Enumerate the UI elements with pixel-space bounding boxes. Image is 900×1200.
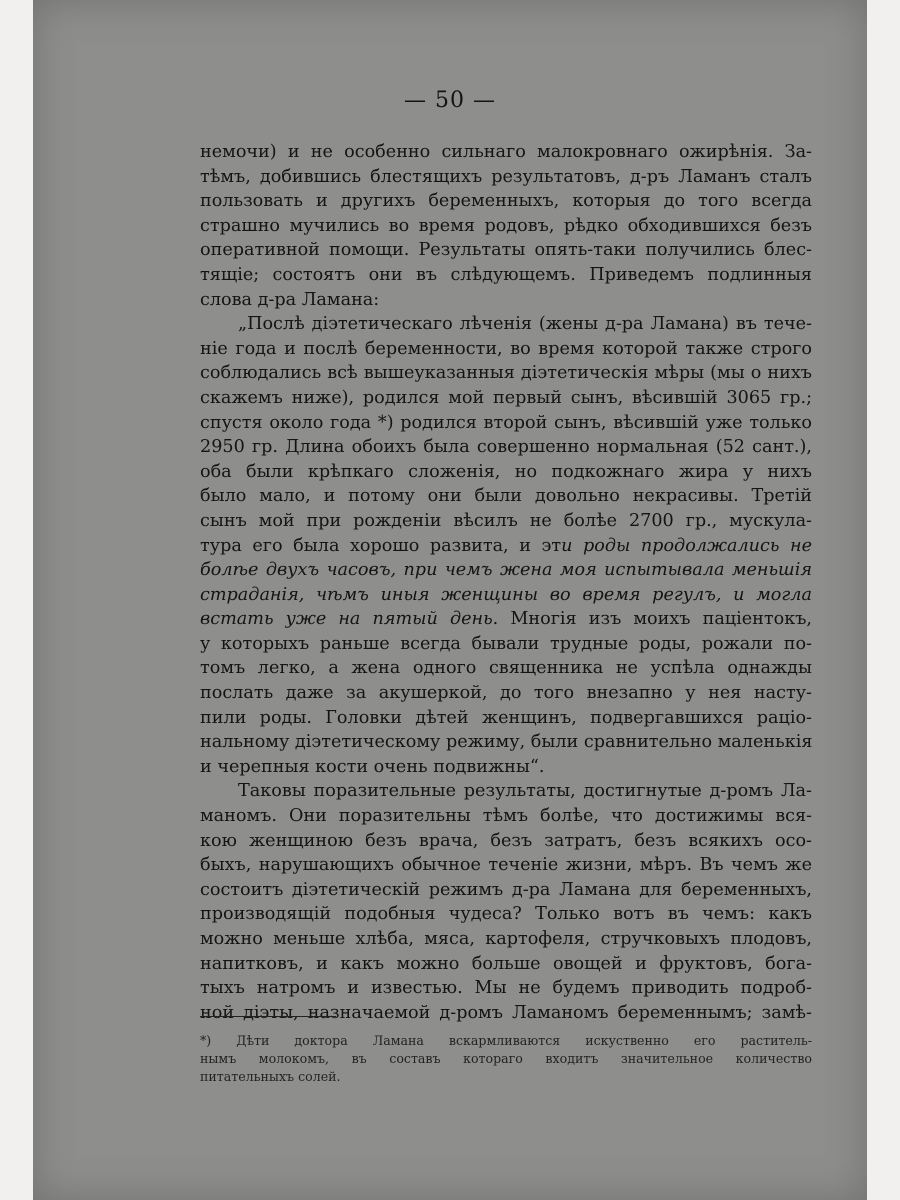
text-line: Таковы поразительные результаты, достигнутые д-ромъ Ла- — [238, 781, 812, 802]
text-line: производящій подобныя чудеса? Только вотъ въ чемъ: какъ — [200, 904, 812, 925]
text-line: и черепныя кости очень подвижны“. — [200, 756, 545, 777]
text-line: 2950 гр. Длина обоихъ была совершенно нормальная (52 сант.), — [200, 437, 812, 458]
text-line: тыхъ натромъ и известью. Мы не будемъ приводить подроб- — [200, 978, 812, 999]
text-line: оперативной помощи. Результаты опять-таки получились блес- — [200, 240, 812, 261]
text-line: встать уже на пятый день. Многія изъ моихъ паціентокъ, — [200, 609, 812, 630]
text-line: слова д-ра Ламана: — [200, 289, 380, 310]
text-line: страшно мучились во время родовъ, рѣдко обходившихся безъ — [200, 215, 812, 236]
footnote-divider — [200, 1016, 336, 1017]
text-line: сынъ мой при рожденіи вѣсилъ не болѣе 2700 гр., мускула- — [200, 510, 812, 531]
text-line: оба были крѣпкаго сложенія, но подкожнаго жира у нихъ — [200, 461, 812, 482]
text-line: напитковъ, и какъ можно больше овощей и фруктовъ, бога- — [200, 953, 812, 974]
text-line: ной діэты, назначаемой д-ромъ Ламаномъ беременнымъ; замѣ- — [200, 1002, 812, 1023]
text-line: состоитъ діэтетическій режимъ д-ра Ламана для беременныхъ, — [200, 879, 812, 900]
text-line: соблюдались всѣ вышеуказанныя діэтетическія мѣры (мы о нихъ — [200, 363, 812, 384]
text-line: нальному діэтетическому режиму, были сравнительно маленькія — [200, 732, 812, 753]
footnote-line: нымъ молокомъ, въ составъ котораго входитъ значительное количество — [200, 1051, 812, 1066]
footnote-line: *) Дѣти доктора Ламана вскармливаются искуственно его раститель- — [200, 1033, 812, 1048]
text-line: быхъ, нарушающихъ обычное теченіе жизни, мѣръ. Въ чемъ же — [200, 855, 812, 876]
text-line: болѣе двухъ часовъ, при чемъ жена моя испытывала меньшія — [200, 560, 812, 581]
text-line: „Послѣ діэтетическаго лѣченія (жены д-ра Ламана) въ тече- — [238, 314, 812, 335]
text-line: пили роды. Головки дѣтей женщинъ, подвергавшихся раціо- — [200, 707, 812, 728]
text-line: скажемъ ниже), родился мой первый сынъ, вѣсившій 3065 гр.; — [200, 387, 812, 408]
text-line: пользовать и другихъ беременныхъ, которыя до того всегда — [200, 191, 812, 212]
footnote — [200, 1032, 812, 1086]
text-line: немочи) и не особенно сильнаго малокровнаго ожирѣнія. За- — [200, 142, 812, 162]
body-text — [200, 140, 812, 1025]
italic-span: встать уже на пятый день. — [200, 609, 499, 630]
text-line: ніе года и послѣ беременности, во время которой также строго — [200, 338, 812, 359]
text-line: томъ легко, а жена одного священника не успѣла однажды — [200, 658, 812, 679]
text-line: можно меньше хлѣба, мяса, картофеля, стручковыхъ плодовъ, — [200, 929, 812, 949]
text-line: тящіе; состоятъ они въ слѣдующемъ. Приведемъ подлинныя — [200, 264, 812, 285]
text-line: страданія, чѣмъ иныя женщины во время регулъ, и могла — [200, 584, 812, 605]
text-line: кою женщиною безъ врача, безъ затратъ, безъ всякихъ осо- — [200, 830, 812, 851]
text-line: у которыхъ раньше всегда бывали трудные роды, рожали по- — [200, 633, 812, 654]
footnote-line: питательныхъ солей. — [200, 1069, 341, 1084]
text-line: было мало, и потому они были довольно некрасивы. Третій — [200, 486, 812, 507]
page-number: — 50 — — [404, 88, 496, 113]
text-line: маномъ. Они поразительны тѣмъ болѣе, что достижимы вся- — [200, 806, 812, 827]
text-line: спустя около года *) родился второй сынъ, вѣсившій уже только — [200, 412, 812, 433]
italic-span: и роды продолжались не — [561, 535, 812, 556]
text-line: тѣмъ, добившись блестящихъ результатовъ, д-ръ Ламанъ сталъ — [200, 166, 812, 187]
text-line: тура его была хорошо развита, и эти роды продолжались не — [200, 535, 812, 556]
text-line: послать даже за акушеркой, до того внезапно у нея насту- — [200, 683, 812, 704]
